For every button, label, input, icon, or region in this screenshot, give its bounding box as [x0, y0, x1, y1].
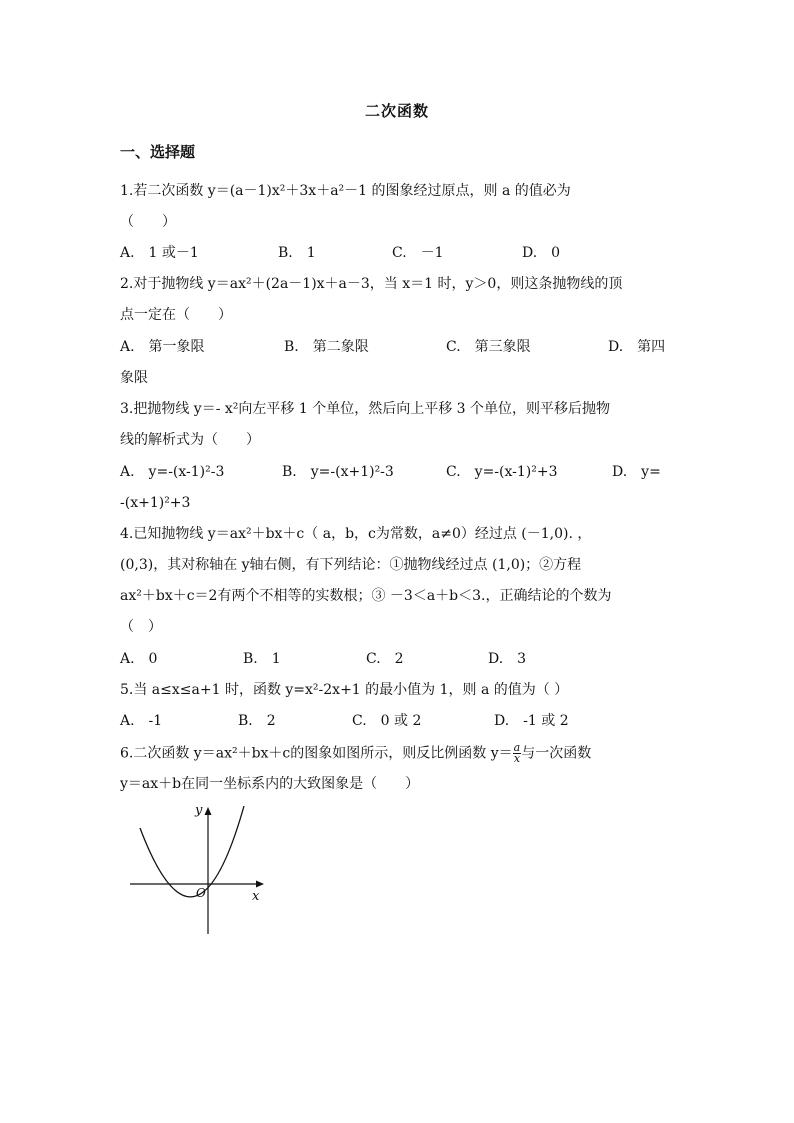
- y-axis-arrow: [205, 807, 212, 815]
- section-heading: 一、选择题: [120, 143, 196, 161]
- q2-stem-line2: 点一定在（ ）: [120, 307, 232, 323]
- q2-option-d: D. 第四: [608, 339, 666, 355]
- q4-paren: （ ）: [120, 619, 162, 635]
- q2-stem-line1: 2.对于抛物线 y＝ax²＋(2a－1)x＋a－3，当 x＝1 时，y＞0，则这条抛物线的顶: [120, 276, 623, 292]
- q3-option-d: D. y=: [612, 464, 661, 480]
- q6-stem-part1: 6.二次函数 y＝ax²＋bx＋c的图象如图所示，则反比例函数 y＝: [120, 745, 513, 762]
- x-axis-label: x: [252, 889, 260, 904]
- parabola-curve: [140, 806, 244, 897]
- q1-stem: 1.若二次函数 y＝(a－1)x²＋3x＋a²－1 的图象经过原点，则 a 的值必为: [120, 183, 571, 199]
- q2-option-c: C. 第三象限: [446, 339, 531, 355]
- q2-option-a: A. 第一象限: [120, 339, 205, 355]
- parabola-figure: [126, 800, 276, 940]
- q1-option-c: C. －1: [392, 245, 444, 261]
- q4-option-c: C. 2: [366, 651, 404, 667]
- q5-stem: 5.当 a≤x≤a+1 时，函数 y=x²-2x+1 的最小值为 1，则 a 的值为（ ）: [120, 682, 569, 698]
- q3-option-b: B. y=-(x+1)²-3: [282, 464, 394, 480]
- q4-option-b: B. 1: [243, 651, 281, 667]
- q4-option-d: D. 3: [488, 651, 527, 667]
- page-title: 二次函数: [364, 102, 429, 120]
- q6-stem-part2: 与一次函数: [521, 745, 592, 762]
- q4-stem-line3: ax²＋bx＋c＝2有两个不相等的实数根；③ －3＜a＋b＜3.，正确结论的个数为: [120, 588, 612, 604]
- q4-option-a: A. 0: [120, 651, 158, 667]
- fraction-numerator: a: [513, 741, 521, 754]
- fraction-denominator: x: [513, 752, 521, 765]
- y-axis-label: y: [195, 803, 203, 818]
- q2-option-d-wrap: 象限: [120, 370, 148, 386]
- fraction-a-over-x: [513, 743, 522, 764]
- q2-option-b: B. 第二象限: [284, 339, 369, 355]
- q4-stem-line2: (0,3)，其对称轴在 y轴右侧，有下列结论：①抛物线经过点 (1,0)；②方程: [120, 557, 582, 573]
- q1-option-b: B. 1: [278, 245, 316, 261]
- origin-label: O: [196, 886, 206, 900]
- q3-stem-line2: 线的解析式为（ ）: [120, 432, 260, 448]
- q6-stem-line2: y＝ax＋b在同一坐标系内的大致图象是（ ）: [120, 776, 420, 792]
- q5-option-c: C. 0 或 2: [352, 713, 422, 729]
- q6-stem-line1: [120, 743, 680, 764]
- q1-option-a: A. 1 或－1: [120, 245, 199, 261]
- q5-option-d: D. -1 或 2: [494, 713, 569, 729]
- x-axis-arrow: [256, 881, 264, 888]
- q5-option-a: A. -1: [120, 713, 163, 729]
- q1-paren: （ ）: [120, 214, 176, 230]
- q1-option-d: D. 0: [522, 245, 561, 261]
- q3-option-c: C. y=-(x-1)²+3: [446, 464, 558, 480]
- q4-stem-line1: 4.已知抛物线 y＝ax²＋bx＋c（ a，b，c为常数，a≠0）经过点 (－1,0). ，: [120, 526, 592, 542]
- q3-option-d-wrap: -(x+1)²+3: [120, 495, 191, 511]
- q3-stem-line1: 3.把抛物线 y＝- x²向左平移 1 个单位，然后向上平移 3 个单位，则平移后抛物: [120, 401, 611, 417]
- q5-option-b: B. 2: [238, 713, 276, 729]
- q3-option-a: A. y=-(x-1)²-3: [120, 464, 225, 480]
